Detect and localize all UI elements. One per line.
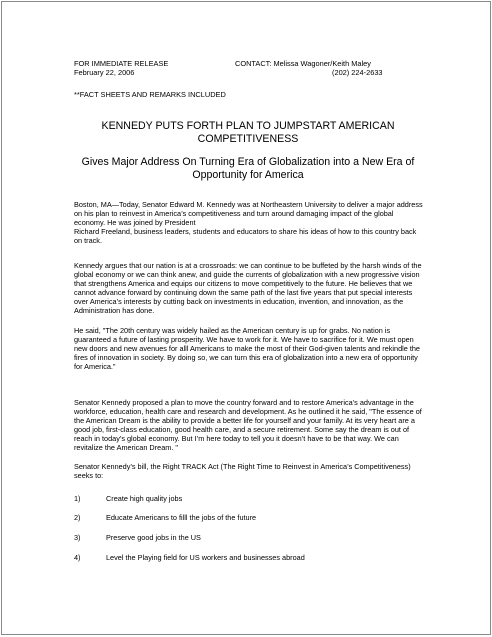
paragraph-text: Senator Kennedy’s bill, the Right TRACK Act (The Right Time to Reinvest in America’s Competitiveness) seeks to: (74, 462, 411, 480)
list-item (74, 533, 201, 542)
paragraph-text: Richard Freeland, business leaders, students and educators to share his ideas of how to this country back on track. (74, 227, 417, 245)
paragraph-quote (74, 326, 426, 371)
list-item-text: Create high quality jobs (106, 494, 183, 503)
release-label: FOR IMMEDIATE RELEASE (74, 59, 169, 68)
contact-line: CONTACT: Melissa Wagoner/Keith Maley (235, 59, 371, 68)
paragraph-bill (74, 462, 426, 480)
list-item (74, 553, 305, 562)
paragraph-intro (74, 200, 426, 245)
list-item-number: 3) (74, 533, 81, 542)
paragraph-text: He said, "The 20th century was widely hailed as the American century is up for grabs. No nation is guaranteed a future of lasting prosperity. We have to work for it. We have to sacrifice for it. We must open new doors and new avenues for alll Americans to make the most of their God-given talents and rekindle the fires of innovation in society. By doing so, we can turn this era of globalization into a new era of opportunity for America." (74, 326, 420, 371)
paragraph-plan (74, 398, 426, 452)
paragraph-text: Kennedy argues that our nation is at a crossroads: we can continue to be buffeted by the harsh winds of the global economy or we can think anew, and guide the currents of globalization with a new progressive vision that strengthens America and equips our citizens to move competitively to the future. He believes that we cannot advance forward by continuing down the same path of the last five years that put special interests over America’s interests by cutting back on investments in education, invention, and innovation, as the Administration has done. (74, 261, 422, 315)
list-item (74, 494, 182, 503)
fact-sheet-note: **FACT SHEETS AND REMARKS INCLUDED (74, 90, 226, 99)
document-page (1, 1, 491, 635)
list-item (74, 513, 256, 522)
list-item-number: 1) (74, 494, 81, 503)
list-item-text: Preserve good jobs in the US (106, 533, 201, 542)
contact-phone: (202) 224-2633 (332, 68, 383, 77)
list-item-number: 2) (74, 513, 81, 522)
paragraph-text: Senator Kennedy proposed a plan to move the country forward and to restore America’s advantage in the workforce, education, health care and research and development. As he outlined it he said, "The essence of the American Dream is the ability to provide a better life for yourself and your family. At its very heart are a good job, first-class education, good health care, and a secure retirement. Some say the dream is out of reach in today’s global economy. But I’m here today to tell you it doesn’t have to be that way. We can revitalize the American Dream. " (74, 398, 422, 452)
press-release-subtitle: Gives Major Address On Turning Era of Globalization into a New Era of Opportunity for America (81, 156, 415, 181)
paragraph-text: Boston, MA—Today, Senator Edward M. Kennedy was at Northeastern University to deliver a major address on his plan to reinvest in America’s competitiveness and turn around damaging impact of the global economy. He was joined by President (74, 200, 423, 227)
release-date: February 22, 2006 (74, 68, 135, 77)
press-release-title: KENNEDY PUTS FORTH PLAN TO JUMPSTART AMERICAN COMPETITIVENESS (101, 120, 395, 145)
paragraph-crossroads (74, 261, 426, 315)
list-item-number: 4) (74, 553, 81, 562)
list-item-text: Educate Americans to filll the jobs of the future (106, 513, 257, 522)
list-item-text: Level the Playing field for US workers and businesses abroad (106, 553, 305, 562)
